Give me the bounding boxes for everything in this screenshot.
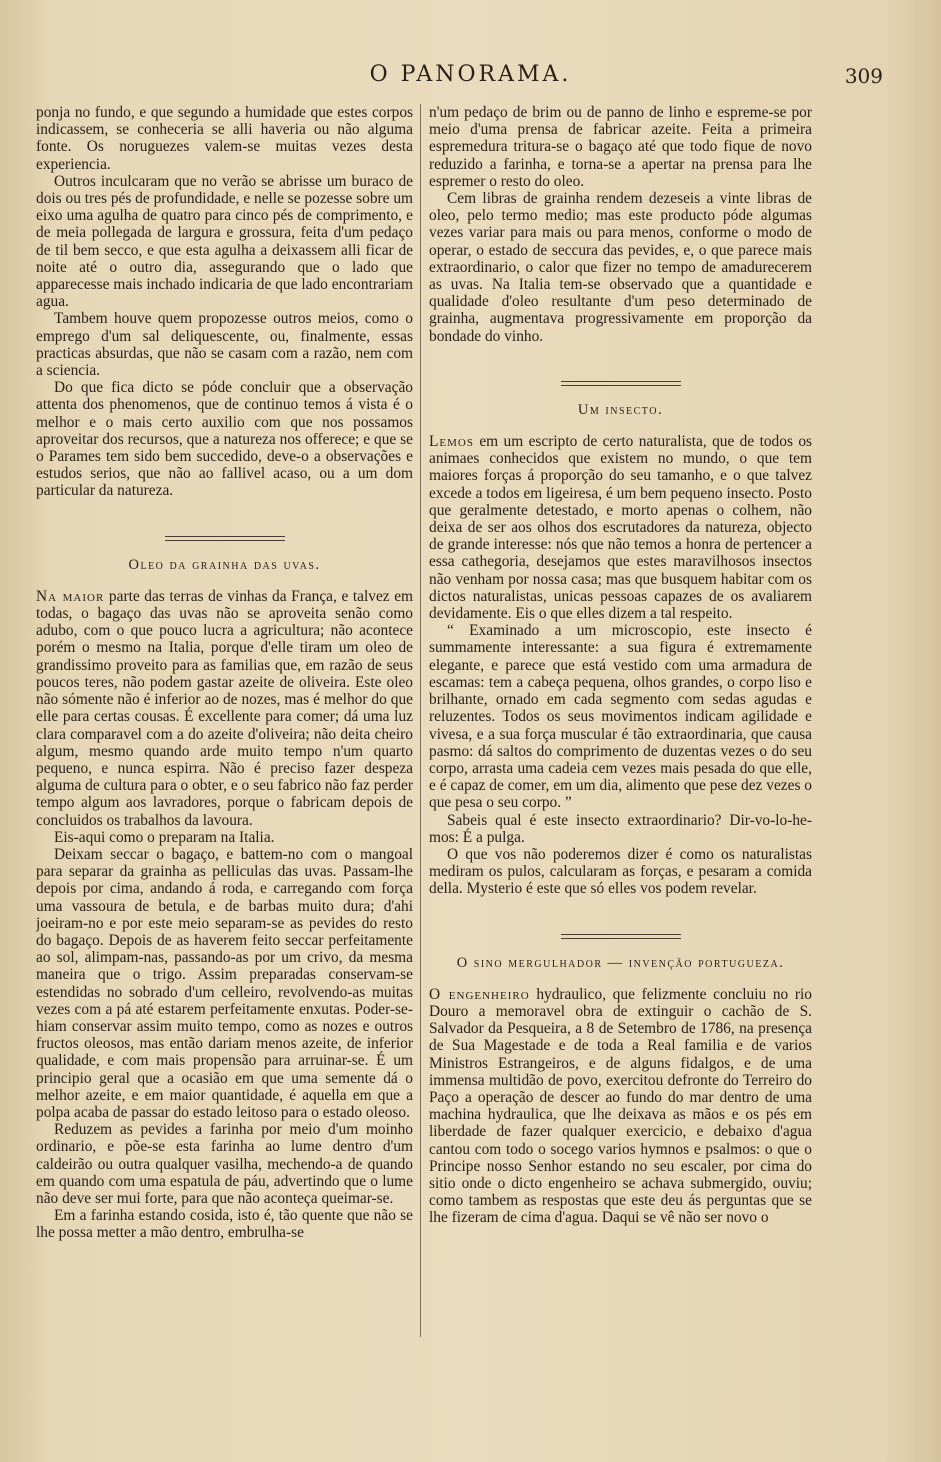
section-title: Um insecto.	[577, 401, 664, 418]
paragraph: Cem libras de grainha rendem dezeseis a vinte libras de oleo, pelo termo medio; mas este producto póde algumas vezes variar para mais ou para menos, conforme o modo de operar, o estado de seccura das pevides, e, o que parece mais extraordinario, o calor que fizer no tempo de amadurecerem as uvas. Na Italia tem-se observado que a quantidade e qualidade d'oleo resultante d'um peso determinado de grainha, augmentava progressivamente em proporção da bondade do vinho.	[429, 190, 812, 345]
section-divider	[561, 381, 681, 386]
paragraph: O que vos não poderemos dizer é como os naturalistas mediram os pulos, calcularam as forças, e pesaram a comida della. Mysterio é este que só elles vos podem revelar.	[429, 845, 812, 898]
lead-words: Na maior	[36, 587, 105, 605]
paragraph: Tambem houve quem propozesse outros meios, como o emprego d'um sal deliquescente, ou, finalmente, essas practicas absurdas, que não se casam com a razão, nem com a sciencia.	[36, 310, 413, 380]
paragraph: Eis-aqui como o preparam na Italia.	[54, 828, 275, 846]
paragraph: n'um pedaço de brim ou de panno de linho e espreme-se por meio d'uma prensa de fabricar azeite. Feita a primeira espremedura tritura-se o bagaço até que todo fique de novo reduzido a farinha, e torna-se a apertar na prensa para lhe espremer o resto do oleo.	[429, 104, 812, 190]
paragraph-text: parte das terras de vinhas da França, e talvez em todas, o bagaço das uvas não se aproveita senão como adubo, com o que pouco lucra a agricultura; não acontece porém o mesmo na Italia, porque d'elle tiram um oleo de grandissimo proveito para as familias que, em razão de seus poucos teres, não podem gastar azeite de oliveira. Este oleo não sómente não é inferior ao de nozes, mas é melhor do que elle para certas cousas. É excellente para comer; dá uma luz clara comparavel com a do azeite d'oliveira; não deita cheiro algum, mesmo quando arde muito tempo n'um quarto pequeno, e nunca espirra. Não é preciso fazer despeza alguma de cultura para o obter, e o seu fabrico não faz perder tempo algum aos lavradores, porque o fabricam depois de concluidos os trabalhos da lavoura.	[36, 587, 413, 829]
section-title: Oleo da grainha das uvas.	[128, 556, 321, 573]
paragraph: ponja no fundo, e que segundo a humidade que estes corpos indicassem, se conheceria se alli haveria ou não alguma fonte. Os noruguezes valem-se muitas vezes desta experiencia.	[36, 104, 413, 173]
paragraph-text: em um escripto de certo naturalista, que de todos os animaes conhecidos que existem no mundo, o que tem maiores forças á proporção do seu tamanho, e o que talvez excede a todos em ligeiresa, é um bem pequeno insecto. Posto que geralmente detestado, e morto apenas o colhem, não deixa de ser aos olhos dos escrutadores da natureza, objecto de grande interesse: nós que não temos a honra de pertencer a essa cathegoria, desejamos que estes maravilhosos insectos não venham por nossa casa; mas que busquem habitar com os dictos naturalistas, unicas pessoas capazes de os avaliarem devidamente. Eis o que elles dizem a tal respeito.	[429, 433, 812, 623]
paragraph: Outros inculcaram que no verão se abrisse um buraco de dois ou tres pés de profundidade, e nelle se pozesse sobre um eixo uma agulha de quatro para cinco pés de comprimento, e de meia pollegada de largura e grossura, feita d'um pedaço de til bem secco, e que esta agulha a deixassem alli ficar de noite até o outro dia, assegurando que o lado que apparecesse mais inchado indicaria de que lado encontrariam agua.	[36, 172, 413, 311]
running-head	[0, 62, 941, 96]
page-number: 309	[844, 64, 883, 88]
paragraph: Sabeis qual é este insecto extraordinario? Dir-vo-lo-he-mos: É a pulga.	[429, 811, 812, 846]
section-title: O sino mergulhador — invenção portugueza.	[456, 954, 785, 971]
paragraph-text: hydraulico, que felizmente concluiu no rio Douro a memoravel obra de extinguir o cachão de S. Salvador da Pesqueira, a 8 de Setembro de 1786, na presença de Sua Magestade e de toda a Real familia e de varios Ministros Estrangeiros, e de alguns fidalgos, e de uma immensa multidão de povo, exercitou defronte do Terreiro do Paço a operação de descer ao fundo do mar dentro de uma machina hydraulica, que lhe deixava as mãos e os pés em liberdade de fazer qualquer exercicio, e debaixo d'agua cantou com todo o socego varios hymnos e psalmos: o que o Principe nosso Senhor estando no seu escaler, por cima do sitio onde o dicto engenheiro se achava submergido, ouviu; como tambem as respostas que este deu ás perguntas que se lhe fizeram de cima d'agua. Daqui se vê não ser novo o	[429, 985, 812, 1227]
paragraph: Deixam seccar o bagaço, e battem-no com o mangoal para separar da grainha as pelliculas das uvas. Passam-lhe depois por cima, andando á roda, e carregando com força uma vassoura de betula, e de barbas muito dura; d'ahi joeiram-no e por este meio separam-se as pevides do resto do bagaço. Depois de as haverem feito seccar perfeitamente ao sol, alimpam-nas, passando-as por um crivo, da mesma maneira que o trigo. Assim preparadas conservam-se estendidas no sobrado d'um celleiro, revolvendo-as muitas vezes com a pá até estarem perfeitamente enxutas. Poder-se-hiam conservar assim muito tempo, como as nozes e outros fructos oleosos, mas então dariam menos azeite, de inferior qualidade, e com mais propensão para arruinar-se. É um principio geral que a ocasião em que uma semente dá o melhor azeite, e em maior quantidade, é aquella em que a polpa acaba de passar do estado leitoso para o estado oleoso.	[36, 845, 413, 1121]
right-column	[429, 104, 812, 1352]
paragraph: Do que fica dicto se póde concluir que a observação attenta dos phenomenos, que de continuo temos á vista é o melhor e o mais certo auxilio com que nos possamos aproveitar dos recursos, que a natureza nos offerece; e que se o Parames tem sido bem succedido, deve-o a observações e estudos serios, que não ao fallivel acaso, ou a um dom particular da natureza.	[36, 379, 413, 500]
lead-words: Lemos	[429, 433, 474, 451]
paragraph: Em a farinha estando cosida, isto é, tão quente que não se lhe possa metter a mão dentro, embrulha-se	[36, 1207, 413, 1242]
column-rule	[420, 104, 421, 1337]
section-divider	[165, 536, 285, 541]
paragraph: “ Examinado a um microscopio, este insecto é summamente interessante: a sua figura é extremamente elegante, e parece que está vestido com uma armadura de escamas: tem a cabeça pequena, olhos grandes, o corpo liso e brilhante, ornado em cada segmento com sedas agudas e reluzentes. Todos os seus movimentos indicam agilidade e vivesa, e a sua força muscular é tão extraordinaria, que causa pasmo: dá saltos do comprimento de duzentas vezes o do seu corpo, arrasta uma cadeia cem vezes mais pesada do que elle, e é capaz de comer, em um dia, alimento que pese dez vezes o que pesa o seu corpo. ”	[429, 622, 812, 812]
section-first-paragraph	[36, 588, 413, 829]
section-divider	[561, 934, 681, 939]
lead-words: O engenheiro	[429, 985, 530, 1003]
left-column	[36, 104, 413, 1352]
section-first-paragraph	[429, 433, 812, 622]
page-title: O PANORAMA.	[369, 62, 572, 87]
paragraph: Reduzem as pevides a farinha por meio d'um moinho ordinario, e põe-se esta farinha ao lume dentro d'um caldeirão ou outra qualquer vasilha, mechendo-a de quando em quando com uma espatula de páu, advertindo que o lume não deve ser mui forte, para que não aconteça queimar-se.	[36, 1121, 413, 1207]
section-first-paragraph	[429, 986, 812, 1227]
